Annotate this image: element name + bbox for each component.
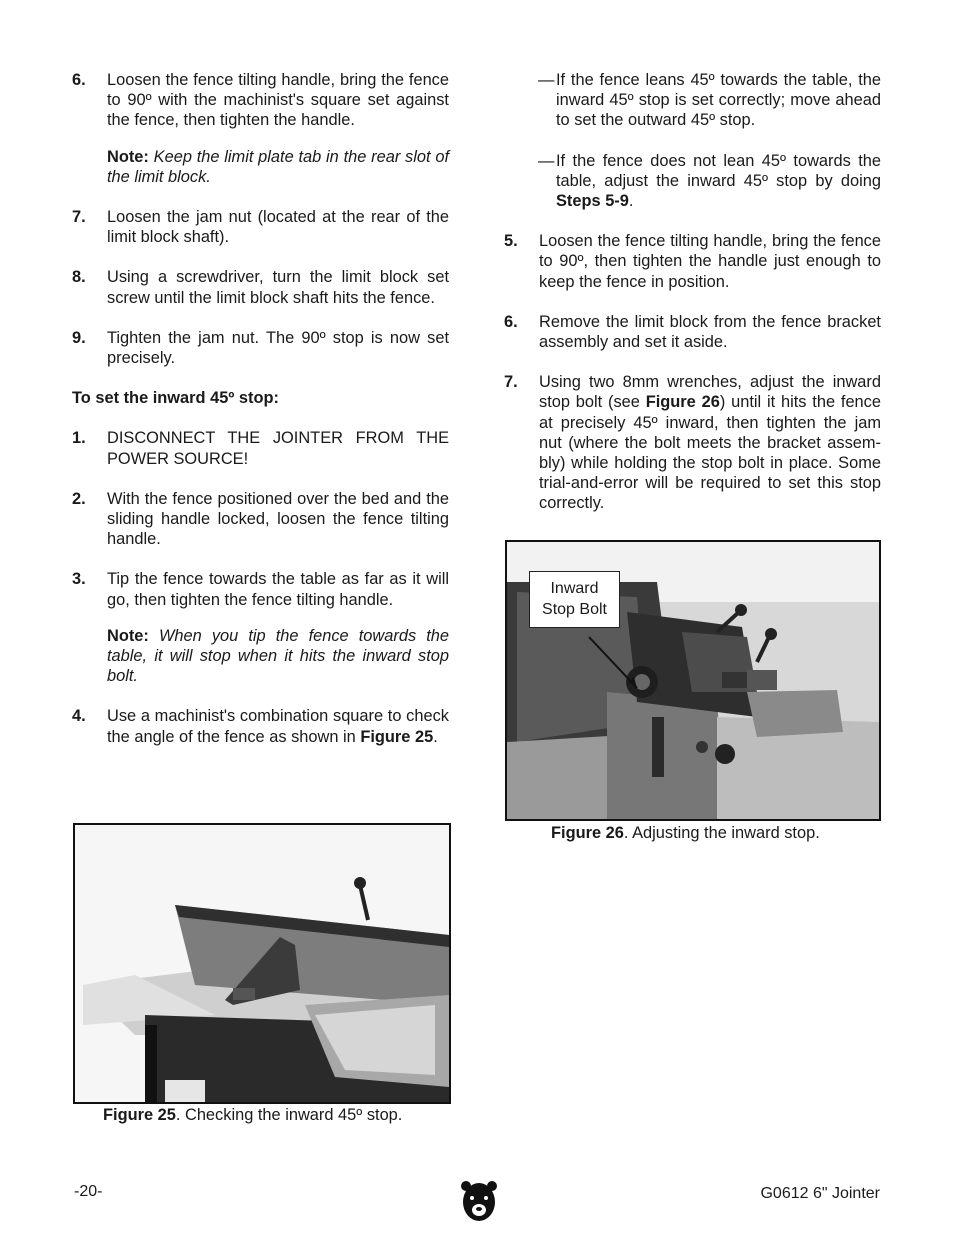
bear-logo-icon	[460, 1180, 498, 1224]
result-correct	[538, 70, 881, 131]
note-limit-plate	[107, 147, 449, 187]
result-text	[556, 151, 881, 212]
figure-25-photo	[73, 823, 451, 1104]
figure-caption-text: . Adjusting the inward stop.	[623, 824, 820, 842]
step-number: 1.	[72, 429, 86, 448]
figure-caption-text: . Checking the inward 45º stop.	[175, 1106, 403, 1124]
section-heading: To set the inward 45º stop:	[72, 389, 279, 408]
step-number: 8.	[72, 268, 86, 287]
step-text	[107, 706, 449, 746]
callout-line-1: Inward	[550, 580, 599, 597]
note-label: Note:	[107, 147, 154, 166]
step-text: Using a screwdriver, turn the limit block set screw until the limit block shaft hits the fence.	[107, 268, 449, 307]
step-9	[72, 328, 449, 368]
inward-step-4	[72, 706, 449, 746]
result-incorrect	[538, 151, 881, 212]
step-number: 2.	[72, 489, 86, 508]
figure-reference: Figure 25	[360, 727, 434, 746]
note-inward-stop	[107, 626, 449, 687]
step-8	[72, 267, 449, 307]
result-text-b: .	[628, 192, 634, 211]
step-text: Loosen the fence tilting handle, bring the fence to 90º with the machinist's square set against the fence, then tighten the handle.	[107, 71, 449, 130]
callout-line-2: Stop Bolt	[542, 601, 607, 618]
step-text-b: .	[433, 727, 438, 746]
step-text-a: Use a machinist's combination square to check the angle of the fence as shown in	[107, 707, 449, 746]
step-number: 9.	[72, 328, 86, 347]
step-text: Loosen the jam nut (located at the rear of the limit block shaft).	[107, 208, 449, 247]
inward-step-2	[72, 489, 449, 550]
step-text	[539, 372, 881, 513]
inward-step-1	[72, 428, 449, 468]
step-number: 6.	[72, 71, 86, 89]
figure-25-caption	[103, 1106, 402, 1125]
inward-step-3	[72, 569, 449, 609]
step-number: 5.	[504, 232, 518, 251]
step-7	[72, 207, 449, 247]
figure-26-caption	[551, 824, 820, 843]
dash-mark: —	[538, 71, 555, 89]
note-label: Note:	[107, 626, 159, 645]
dash-mark: —	[538, 151, 555, 170]
step-text-a: Using two 8mm wrenches, adjust the inward stop bolt (see	[539, 373, 881, 412]
inward-step-5	[504, 231, 881, 292]
result-text-a: If the fence does not lean 45º towards the table, adjust the inward 45º stop by doing	[556, 151, 881, 190]
step-text: Tip the fence towards the table as far as it will go, then tighten the fence tilting handle.	[107, 570, 449, 609]
left-column	[72, 70, 449, 767]
page-number: -20-	[74, 1183, 103, 1200]
step-text: With the fence positioned over the bed and the sliding handle locked, loosen the fence tilting handle.	[107, 489, 449, 549]
inward-stop-bolt-callout	[529, 571, 620, 628]
note-text: Keep the limit plate tab in the rear slot of the limit block.	[107, 147, 449, 186]
step-6	[72, 70, 449, 131]
inward-step-7	[504, 372, 881, 513]
figure-label: Figure 25	[103, 1106, 176, 1124]
jointer-square-photo	[75, 825, 449, 1102]
note-text: When you tip the fence towards the table, it will stop when it hits the inward stop bolt.	[107, 626, 449, 686]
model-name: G0612 6" Jointer	[760, 1185, 880, 1202]
step-text: Remove the limit block from the fence bracket assembly and set it aside.	[539, 312, 881, 352]
figure-reference: Figure 26	[645, 393, 720, 412]
step-number: 3.	[72, 570, 86, 589]
step-number: 4.	[72, 707, 86, 726]
result-text: If the fence leans 45º towards the table, the inward 45º stop is set correctly; move ahead to set the outward 45º stop.	[556, 71, 881, 130]
step-number: 7.	[504, 373, 518, 392]
step-number: 6.	[504, 312, 518, 331]
step-text: Loosen the fence tilting handle, bring the fence to 90º, then tighten the handle just enough to keep the fence in position.	[539, 232, 881, 291]
step-text: DISCONNECT THE JOINTER FROM THE POWER SOURCE!	[107, 429, 449, 468]
steps-reference: Steps 5-9	[556, 192, 629, 211]
inward-step-6	[504, 312, 881, 352]
right-column	[504, 70, 881, 534]
step-text-b: ) until it hits the fence at precisely 45º inward, then tighten the jam nut (where the bolt meets the bracket assem-bly) while holding the stop bolt in place. Some trial-and-error will be required to set this stop correctly.	[539, 393, 881, 513]
step-number: 7.	[72, 208, 86, 227]
step-text: Tighten the jam nut. The 90º stop is now set precisely.	[107, 328, 449, 368]
figure-label: Figure 26	[551, 824, 624, 842]
